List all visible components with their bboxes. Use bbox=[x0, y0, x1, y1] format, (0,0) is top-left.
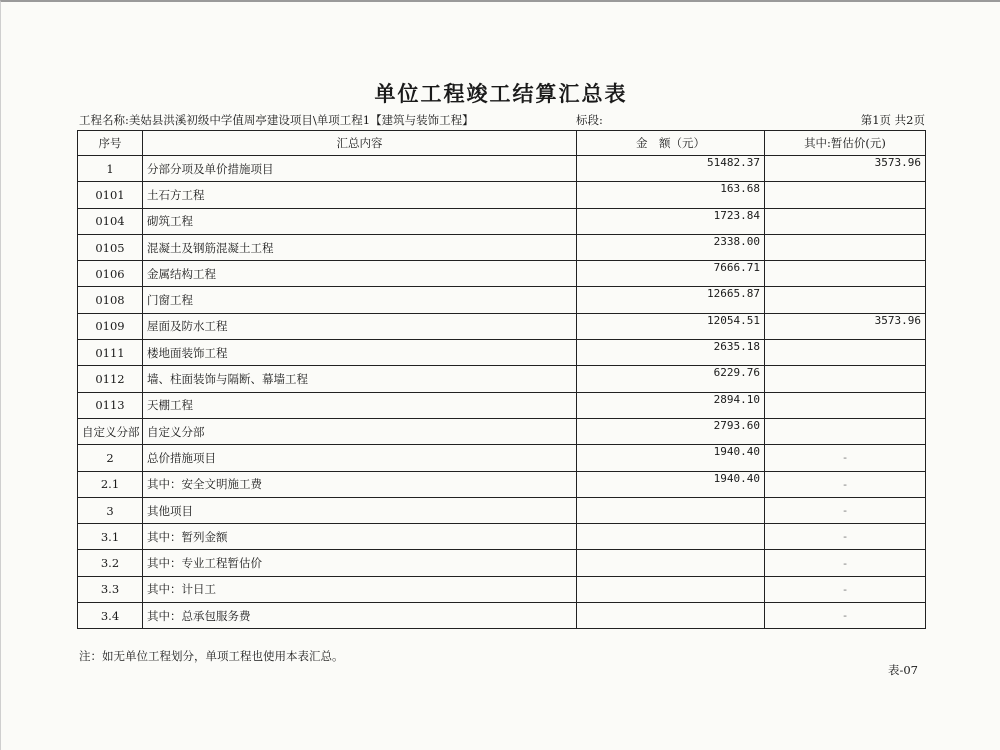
cell-content: 天棚工程 bbox=[143, 392, 577, 418]
cell-no: 0111 bbox=[78, 340, 143, 366]
cell-no: 3.1 bbox=[78, 524, 143, 550]
cell-amount bbox=[577, 550, 765, 576]
cell-amount: 12054.51 bbox=[577, 313, 765, 339]
cell-no: 0106 bbox=[78, 261, 143, 287]
cell-no: 2 bbox=[78, 445, 143, 471]
column-header-content: 汇总内容 bbox=[143, 131, 577, 156]
form-number: 表-07 bbox=[887, 663, 918, 677]
cell-estimate: - bbox=[765, 524, 926, 550]
cell-estimate: - bbox=[765, 497, 926, 523]
cell-amount: 2635.18 bbox=[577, 340, 765, 366]
cell-estimate: - bbox=[765, 471, 926, 497]
cell-amount: 2338.00 bbox=[577, 234, 765, 260]
table-body bbox=[78, 156, 926, 629]
summary-table bbox=[77, 130, 926, 629]
cell-content: 屋面及防水工程 bbox=[143, 313, 577, 339]
cell-estimate bbox=[765, 182, 926, 208]
column-header-no: 序号 bbox=[78, 131, 143, 156]
header-meta bbox=[79, 112, 925, 130]
cell-amount: 12665.87 bbox=[577, 287, 765, 313]
cell-no: 0105 bbox=[78, 234, 143, 260]
section-label: 标段: bbox=[576, 113, 603, 127]
cell-no: 3.3 bbox=[78, 576, 143, 602]
table-row bbox=[78, 366, 926, 392]
column-header-estimate: 其中:暂估价(元) bbox=[765, 131, 926, 156]
column-header-amount: 金 额（元） bbox=[577, 131, 765, 156]
cell-estimate: - bbox=[765, 445, 926, 471]
cell-no: 0112 bbox=[78, 366, 143, 392]
cell-amount: 6229.76 bbox=[577, 366, 765, 392]
table-row bbox=[78, 603, 926, 629]
table-row bbox=[78, 497, 926, 523]
cell-amount: 1940.40 bbox=[577, 471, 765, 497]
table-row bbox=[78, 261, 926, 287]
cell-no: 0113 bbox=[78, 392, 143, 418]
cell-estimate: - bbox=[765, 550, 926, 576]
table-row bbox=[78, 471, 926, 497]
cell-amount bbox=[577, 603, 765, 629]
table-row bbox=[78, 234, 926, 260]
cell-estimate bbox=[765, 234, 926, 260]
table-row bbox=[78, 182, 926, 208]
cell-content: 门窗工程 bbox=[143, 287, 577, 313]
cell-amount: 2894.10 bbox=[577, 392, 765, 418]
cell-content: 土石方工程 bbox=[143, 182, 577, 208]
cell-content: 总价措施项目 bbox=[143, 445, 577, 471]
cell-estimate: - bbox=[765, 576, 926, 602]
cell-estimate bbox=[765, 366, 926, 392]
cell-no: 3 bbox=[78, 497, 143, 523]
cell-content: 墙、柱面装饰与隔断、幕墙工程 bbox=[143, 366, 577, 392]
table-row bbox=[78, 156, 926, 182]
page-info: 第1页 共2页 bbox=[860, 113, 925, 127]
cell-amount: 7666.71 bbox=[577, 261, 765, 287]
table-header-row bbox=[78, 131, 926, 156]
cell-content: 其中：安全文明施工费 bbox=[143, 471, 577, 497]
cell-no: 自定义分部 bbox=[78, 418, 143, 444]
cell-amount bbox=[577, 524, 765, 550]
cell-content: 自定义分部 bbox=[143, 418, 577, 444]
project-value: 美姑县洪溪初级中学值周亭建设项目\单项工程1【建筑与装饰工程】 bbox=[128, 113, 474, 127]
cell-content: 其中：计日工 bbox=[143, 576, 577, 602]
cell-amount: 1940.40 bbox=[577, 445, 765, 471]
cell-estimate: - bbox=[765, 603, 926, 629]
cell-content: 砌筑工程 bbox=[143, 208, 577, 234]
cell-amount: 1723.84 bbox=[577, 208, 765, 234]
project-name bbox=[79, 112, 474, 128]
cell-amount: 163.68 bbox=[577, 182, 765, 208]
cell-estimate: 3573.96 bbox=[765, 313, 926, 339]
cell-no: 2.1 bbox=[78, 471, 143, 497]
cell-no: 3.4 bbox=[78, 603, 143, 629]
cell-content: 混凝土及钢筋混凝土工程 bbox=[143, 234, 577, 260]
cell-no: 0109 bbox=[78, 313, 143, 339]
cell-content: 楼地面装饰工程 bbox=[143, 340, 577, 366]
cell-estimate bbox=[765, 418, 926, 444]
cell-estimate bbox=[765, 287, 926, 313]
cell-no: 1 bbox=[78, 156, 143, 182]
table-row bbox=[78, 392, 926, 418]
cell-estimate bbox=[765, 340, 926, 366]
cell-content: 其中：暂列金额 bbox=[143, 524, 577, 550]
table-row bbox=[78, 550, 926, 576]
footnote: 注：如无单位工程划分，单项工程也使用本表汇总。 bbox=[79, 649, 344, 663]
cell-estimate bbox=[765, 208, 926, 234]
cell-content: 其中：专业工程暂估价 bbox=[143, 550, 577, 576]
document-title: 单位工程竣工结算汇总表 bbox=[374, 81, 628, 106]
table-row bbox=[78, 313, 926, 339]
cell-estimate bbox=[765, 392, 926, 418]
cell-estimate bbox=[765, 261, 926, 287]
cell-amount bbox=[577, 497, 765, 523]
table-row bbox=[78, 418, 926, 444]
cell-content: 金属结构工程 bbox=[143, 261, 577, 287]
cell-no: 0101 bbox=[78, 182, 143, 208]
table-row bbox=[78, 576, 926, 602]
table-row bbox=[78, 340, 926, 366]
table-row bbox=[78, 287, 926, 313]
cell-no: 0108 bbox=[78, 287, 143, 313]
cell-amount: 2793.60 bbox=[577, 418, 765, 444]
project-label: 工程名称: bbox=[79, 113, 129, 127]
cell-amount bbox=[577, 576, 765, 602]
cell-no: 0104 bbox=[78, 208, 143, 234]
cell-content: 其他项目 bbox=[143, 497, 577, 523]
cell-no: 3.2 bbox=[78, 550, 143, 576]
table-row bbox=[78, 445, 926, 471]
cell-content: 其中：总承包服务费 bbox=[143, 603, 577, 629]
table-row bbox=[78, 524, 926, 550]
cell-amount: 51482.37 bbox=[577, 156, 765, 182]
table-row bbox=[78, 208, 926, 234]
cell-content: 分部分项及单价措施项目 bbox=[143, 156, 577, 182]
cell-estimate: 3573.96 bbox=[765, 156, 926, 182]
